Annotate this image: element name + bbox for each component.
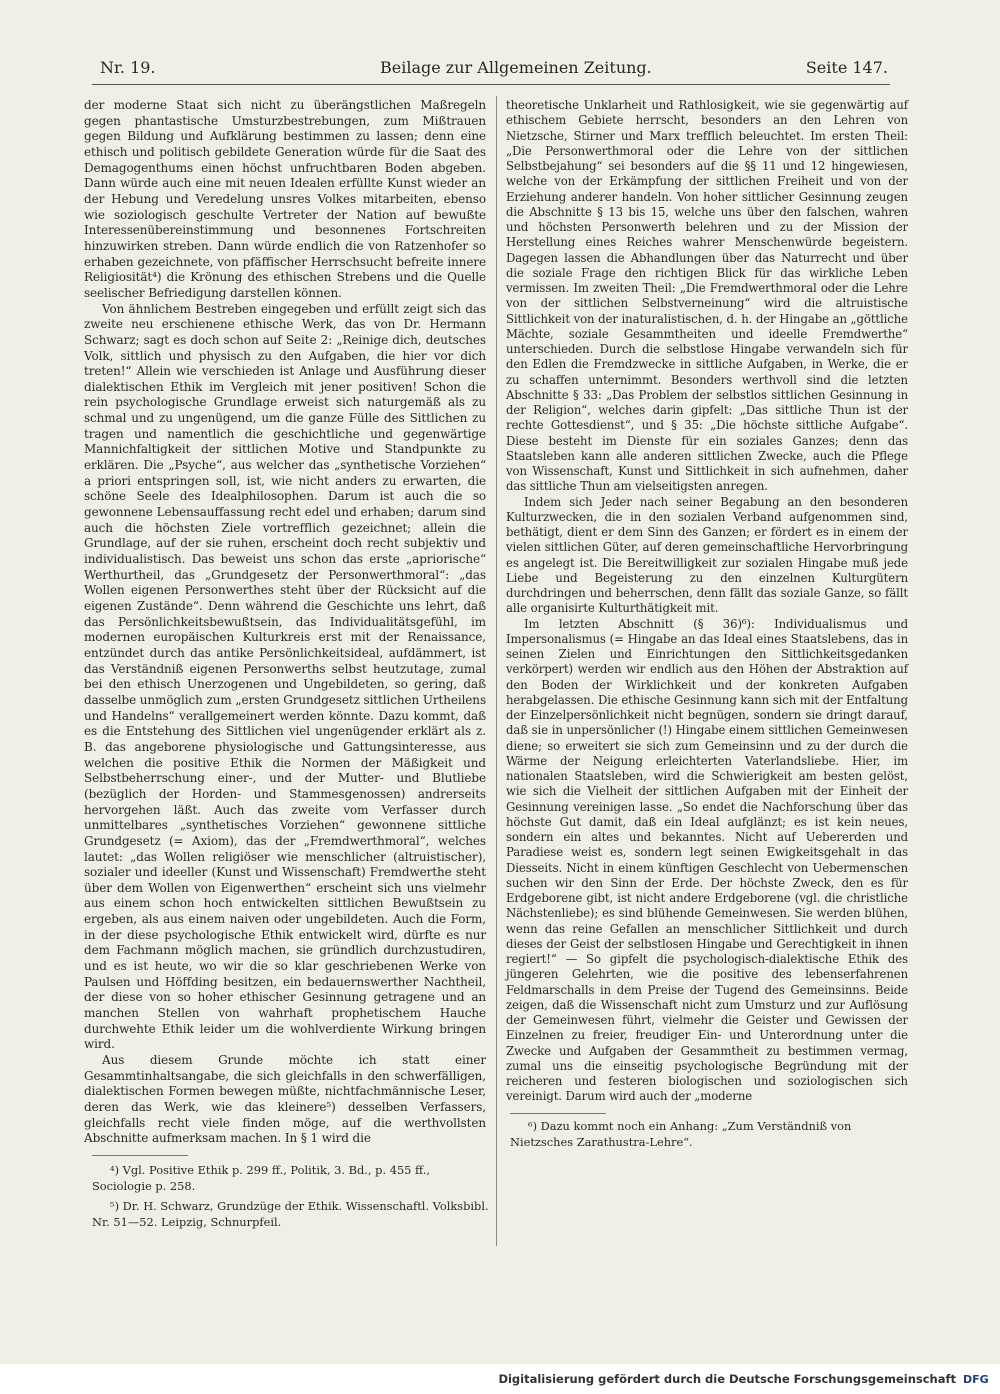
column-divider: [496, 96, 497, 1246]
footnote-5: ⁵) Dr. H. Schwarz, Grundzüge der Ethik. Wissenschaftl. Volksbibl. Nr. 51—52. Leipzig, Schnurpfeil.: [92, 1199, 489, 1229]
right-paragraph-1: theoretische Unklarheit und Rathlosigkeit, wie sie gegenwärtig auf ethischem Gebiete herrscht, besonders an den Lehren von Nietzsche, Stirner und Marx trefflich beleuchtet. Im ersten Theil: „Die Personwerthmoral oder die Lehre von der sittlichen Selbstbejahung“ sei besonders auf die §§ 11 und 12 hingewiesen, welche von der Erkämpfung der sittlichen Freiheit und von der Erziehung anderer handeln. Von hoher sittlicher Gesinnung zeugen die Abschnitte § 13 bis 15, welche uns über den falschen, wahren und höchsten Personwerth belehren und zu der Mission der Herstellung eines Reiches wahrer Menschenwürde begeistern. Dagegen lassen die Abhandlungen über das Naturrecht und über die soziale Frage den richtigen Blick für das wirkliche Leben vermissen. Im zweiten Theil: „Die Fremdwerthmoral oder die Lehre von der sittlichen Selbstverneinung“ wird die altruistische Sittlichkeit von der inaturalistischen, d. h. der Hingabe an „göttliche Mächte, soziale Gesammtheiten und ideelle Fremdwerthe“ unterschieden. Durch die selbstlose Hingabe verwandeln sich für den Edlen die Fremdzwecke in sittliche Aufgaben, in Werke, die er zu schaffen unternimmt. Besonders werthvoll sind die letzten Abschnitte § 33: „Das Problem der selbstlos sittlichen Gesinnung in der Religion“, welches darin gipfelt: „Das sittliche Thun ist der rechte Gottesdienst“, und § 35: „Die höchste sittliche Aufgabe“. Diese besteht im Dienste für ein soziales Ganzes; denn das Staatsleben kann alle anderen sittlichen Zwecke, auch die Pflege von Wissenschaft, Kunst und Sittlichkeit in sich aufnehmen, daher das sittliche Thun am vielseitigsten anregen.: [506, 98, 908, 494]
svg-text:DFG: DFG: [963, 1373, 989, 1386]
dfg-logo-icon: [962, 1370, 992, 1388]
footnotes-right: [510, 1118, 902, 1154]
footnotes-left: [92, 1162, 490, 1234]
footnote-4: ⁴) Vgl. Positive Ethik p. 299 ff., Politik, 3. Bd., p. 455 ff., Sociologie p. 258.: [92, 1163, 430, 1193]
footnote-rule-left: [92, 1155, 188, 1156]
header-rule: [92, 84, 890, 85]
right-paragraph-2: Indem sich Jeder nach seiner Begabung an den besonderen Kulturzwecken, die in den sozialen Verband aufgenommen sind, bethätigt, dient er dem Sinn des Ganzen; er fördert es in einem der vielen sittlichen Güter, auf deren gemeinschaftliche Hervorbringung es angelegt ist. Die Bereitwilligkeit zur sozialen Hingabe muß jede Liebe und Begeisterung zu den einzelnen Kulturgütern durchdringen und beherrschen, denn fällt das soziale Ganze, so fällt alle organisirte Kulturthätigkeit mit.: [506, 494, 908, 616]
right-column: [506, 98, 908, 1108]
publication-title: Beilage zur Allgemeinen Zeitung.: [380, 58, 652, 77]
right-paragraph-3: Im letzten Abschnitt (§ 36)⁶): Individualismus und Impersonalismus (= Hingabe an das Ideal eines Staatslebens, das in seinen Zielen und Einrichtungen den Sittlichkeitsgedanken verkörpert) werden wir endlich aus den Höhen der Abstraktion auf den Boden der Wirklichkeit und der konkreten Aufgaben herabgelassen. Die ethische Gesinnung kann sich mit der Entfaltung der Einzelpersönlichkeit nicht begnügen, sondern sie dringt darauf, daß sie in unpersönlicher (!) Hingabe einem sittlichen Gemeinwesen diene; so erweitert sie sich zum Gemeinsinn und zu der durch die Wärme der Neigung erleichterten Vaterlandsliebe. Hier, im nationalen Staatsleben, wird die Schwierigkeit am besten gelöst, wie sich die Vielheit der sittlichen Aufgaben mit der Einheit der Gesinnung vereinigen lasse. „So endet die Nachforschung über das höchste Gut damit, daß ein Ideal aufglänzt; es ist kein neues, sondern ein altes und bekanntes. Nicht auf Uebererden und Paradiese weist es, sondern legt seinen Ewigkeitsgehalt in das Diesseits. Nicht in einem künftigen Geschlecht von Uebermenschen suchen wir den Sinn der Erde. Der höchste Zweck, den es für Erdgeborene gibt, ist nicht andere Erdgeborene (vgl. die christliche Nächstenliebe); es sind blühende Gemeinwesen. Sie werden blühen, wenn das reine Gefallen an menschlicher Sittlichkeit und durch dieses der Geist der selbstlosen Hingabe und Gerechtigkeit in ihnen regiert!“ — So gipfelt die psychologisch-dialektische Ethik des jüngeren Gelehrten, wie die positive des lebenserfahrenen Feldmarschalls in dem Preise der Tugend des Gemeinsinns. Beide zeigen, daß die Wissenschaft nicht zum Umsturz und zur Auflösung der Gemeinwesen führt, vielmehr die Geister und Gewissen der Einzelnen zu freier, freudiger Ein- und Unterordnung unter die Zwecke und Aufgaben der Gesammtheit zu bestimmen vermag, zumal uns die einseitig psychologische Begründung mit der reicheren und festeren biologischen und soziologischen sich vereinigt. Darum wird auch der „moderne: [506, 616, 908, 1104]
left-column: [84, 98, 486, 1148]
left-paragraph-2: Von ähnlichem Bestreben eingegeben und erfüllt zeigt sich das zweite neu erschienene ethische Werk, das von Dr. Hermann Schwarz; sagt es doch schon auf Seite 2: „Reinige dich, deutsches Volk, sittlich und physisch zu den Aufgaben, die hier vor dich treten!“ Allein wie verschieden ist Anlage und Ausführung dieser dialektischen Ethik im Vergleich mit jener positiven! Schon die rein psychologische Grundlage erweist sich naturgemäß als zu schmal und zu ungenügend, um die ganze Fülle des Sittlichen zu tragen und namentlich die geschichtliche und gegenwärtige Mannichfaltigkeit der sittlichen Motive und Standpunkte zu erklären. Die „Psyche“, aus welcher das „synthetische Vorziehen“ a priori entspringen soll, ist, wie nicht anders zu erwarten, die schöne Seele des Idealphilosophen. Darum ist auch die so gewonnene Lebensauffassung recht edel und erhaben; darum sind auch die höchsten Ziele vortrefflich gezeichnet; allein die Grundlage, auf der sie ruhen, erscheint doch recht subjektiv und individualistisch. Das beweist uns schon das erste „apriorische“ Werthurtheil, das „Grundgesetz der Personwerthmoral“: „das Wollen eigenen Personwerthes steht über der Rücksicht auf die eigenen Zustände“. Denn während die Geschichte uns lehrt, daß das Persönlichkeitsbewußtsein, das Individualitätsgefühl, im modernen europäischen Kulturkreis erst mit der Renaissance, entzündet durch das antike Persönlichkeitsideal, aufdämmert, ist das Verständniß eigenen Personwerths selbst heutzutage, zumal bei den ethisch Unerzogenen und Ungebildeten, so gering, daß dasselbe unmöglich zum „ersten Grundgesetz sittlichen Urtheilens und Handelns“ verallgemeinert werden könnte. Dazu kommt, daß es die Entstehung des Sittlichen viel ungenügender erklärt als z. B. das angeborene physiologische und Gattungsinteresse, aus welchen die positive Ethik die Normen der Mäßigkeit und Selbstbeherrschung einer-, und der Mutter- und Blutliebe (bezüglich der Horden- und Stammesgenossen) andrerseits hervorgehen läßt. Auch das zweite vom Verfasser durch unmittelbares „synthetisches Vorziehen“ gewonnene sittliche Grundgesetz (= Axiom), das der „Fremdwerthmoral“, welches lautet: „das Wollen religiöser wie menschlicher (altruistischer), sozialer und ideeller (Kunst und Wissenschaft) Fremdwerthe steht über dem Wollen von Eigenwerthen“ erscheint sich uns vielmehr aus einem schon hoch entwickelten sittlichen Bewußtsein zu ergeben, als aus einem naiven oder ungebildeten. Auch die Form, in der diese psychologische Ethik entwickelt wird, dürfte es nur dem Fachmann möglich machen, sie gründlich durchzustudiren, und es ist heute, wo wir die so klar geschriebenen Werke von Paulsen und Höffding besitzen, ein bedauernswerther Nachtheil, der diese von so hoher ethischer Gesinnung getragene und an manchen Stellen von wahrhaft prophetischem Hauche durchwehte Ethik leider um die wohlverdiente Wirkung bringen wird.: [84, 301, 486, 1052]
footnote-6: ⁶) Dazu kommt noch ein Anhang: „Zum Verständniß von Nietzsches Zarathustra-Lehre“.: [510, 1119, 852, 1149]
footnote-rule-right: [510, 1113, 606, 1114]
page-number: Seite 147.: [805, 58, 888, 77]
issue-number: Nr. 19.: [100, 58, 156, 77]
page-header: [92, 58, 890, 82]
left-paragraph-3: Aus diesem Grunde möchte ich statt einer Gesammtinhaltsangabe, die sich gleichfalls in den schwerfälligen, dialektischen Formen bewegen müßte, nichtfachmännische Leser, deren das Werk, wie das kleinere⁵) desselben Verfassers, gleichfalls recht viele finden möge, auf die werthvollsten Abschnitte aufmerksam machen. In § 1 wird die: [84, 1053, 486, 1146]
left-paragraph-1: der moderne Staat sich nicht zu überängstlichen Maßregeln gegen phantastische Umsturzbestrebungen, zum Mißtrauen gegen Bildung und Aufklärung bestimmen zu lassen; denn eine ethisch und politisch gebildete Generation würde für die Saat des Demagogenthums einen höchst unfruchtbaren Boden abgeben. Dann würde auch eine mit neuen Idealen erfüllte Kunst wieder an der Hebung und Veredelung unsres Volkes mitarbeiten, ebenso wie soziologisch geschulte Vertreter der Nation auf bewußte Interessenübereinstimmung und besonnenes Fortschreiten hinzuwirken streben. Dann würde endlich die von Ratzenhofer so erhaben gezeichnete, von pfäffischer Herrschsucht befreite innere Religiosität⁴) die Krönung des ethischen Strebens und die Quelle seelischer Befriedigung darstellen können.: [84, 98, 486, 300]
footer-bar: [0, 1364, 1000, 1394]
funding-credit: Digitalisierung gefördert durch die Deutsche Forschungsgemeinschaft: [498, 1372, 956, 1386]
